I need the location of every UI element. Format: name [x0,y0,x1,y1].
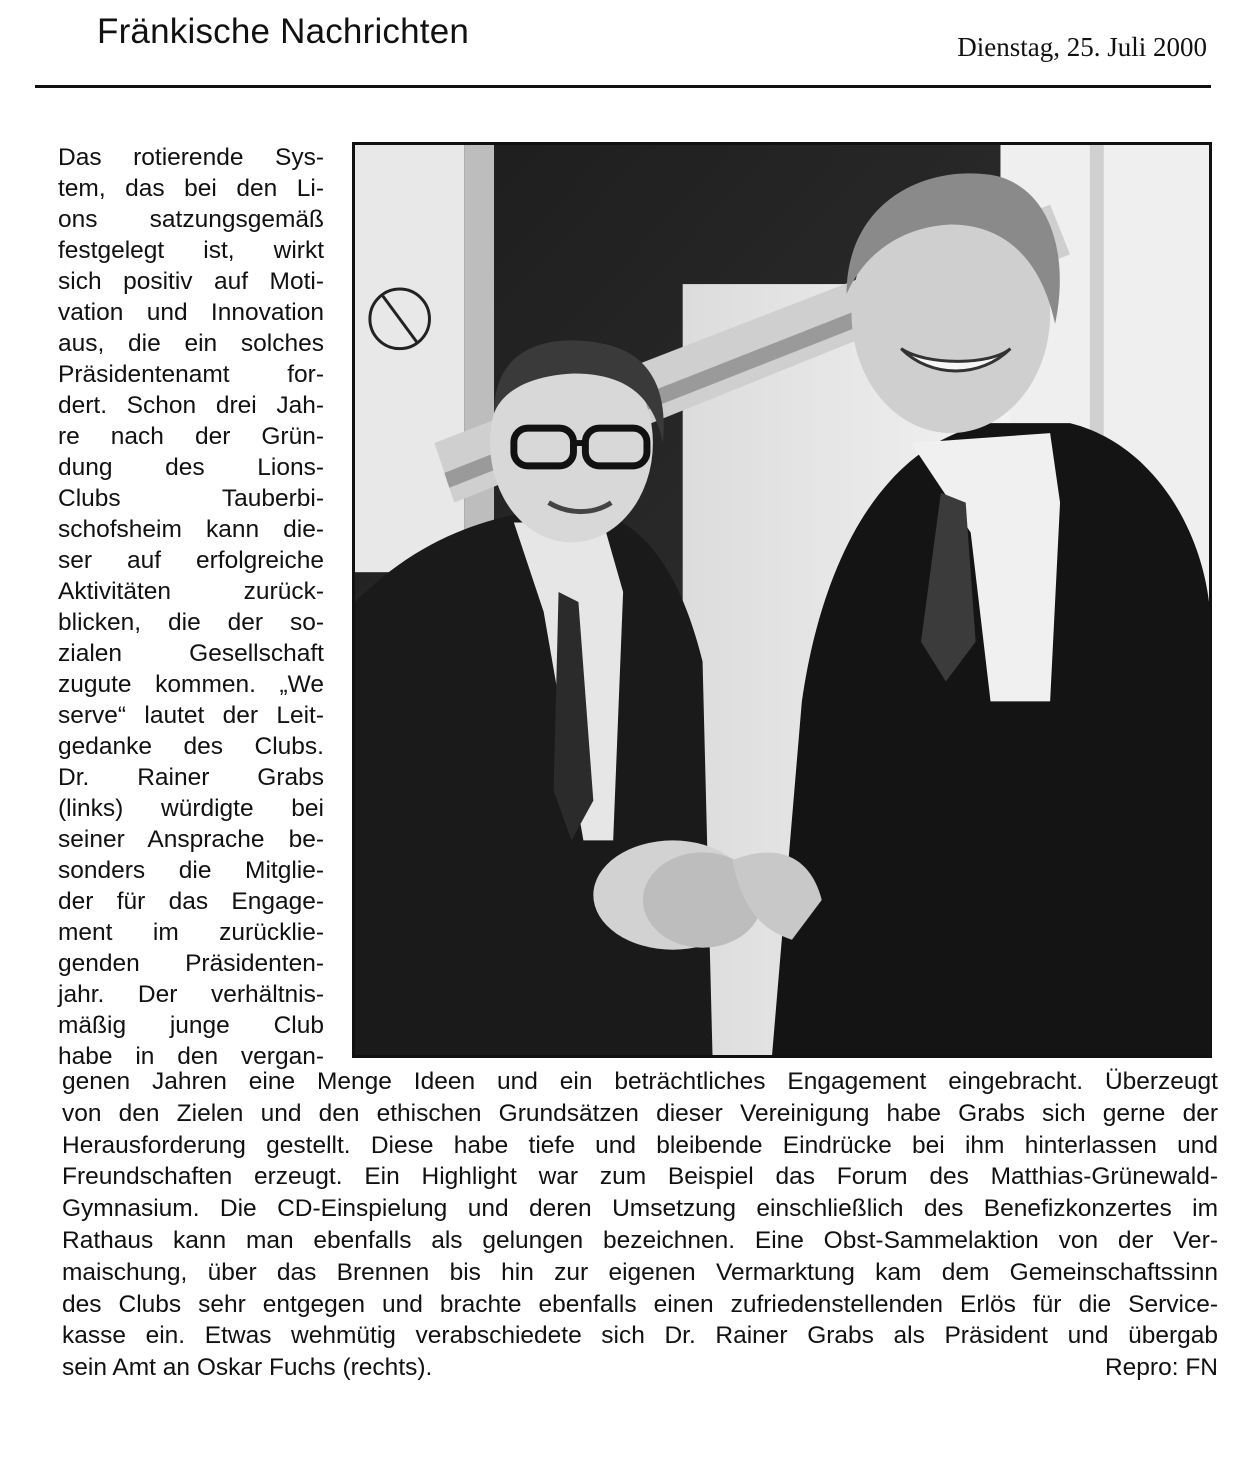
text-line: Präsidentenamt for- [58,361,324,388]
text-line: Aktivitäten zurück- [58,578,324,605]
issue-date: Dienstag, 25. Juli 2000 [957,32,1207,62]
text-line: zugute kommen. „We [58,671,324,698]
article-wide-text [62,1066,1218,1384]
text-line: Herausforderung gestellt. Diese habe tiefe und bleibende Eindrücke bei ihm hinterlassen und [62,1131,1218,1159]
handshake-photo-illustration [355,145,1209,1055]
text-line: schofsheim kann die- [58,516,324,543]
text-line: re nach der Grün- [58,423,324,450]
text-line: festgelegt ist, wirkt [58,237,324,264]
photo-credit: Repro: FN [1104,1354,1218,1382]
text-line: Freundschaften erzeugt. Ein Highlight war zum Beispiel das Forum des Matthias-Grünewald- [62,1163,1218,1191]
text-line: serve“ lautet der Leit- [58,702,324,729]
text-line: jahr. Der verhältnis- [58,981,324,1008]
text-line: von den Zielen und den ethischen Grundsätzen dieser Vereinigung habe Grabs sich gerne der [62,1099,1218,1127]
text-line: dert. Schon drei Jah- [58,392,324,419]
text-line: Dr. Rainer Grabs [58,764,324,791]
publication-name: Fränkische Nachrichten [97,12,470,51]
closing-sentence: sein Amt an Oskar Fuchs (rechts). [62,1354,433,1382]
text-line: tem, das bei den Li- [58,175,324,202]
text-line: dung des Lions- [58,454,324,481]
text-line: Das rotierende Sys- [58,144,324,171]
text-line: des Clubs sehr entgegen und brachte ebenfalls einen zufriedenstellenden Erlös für die Service- [62,1290,1218,1318]
text-line: Clubs Tauberbi- [58,485,324,512]
text-line: sich positiv auf Moti- [58,268,324,295]
article-column-text [58,142,324,1072]
text-line: Gymnasium. Die CD-Einspielung und deren Umsetzung einschließlich des Benefizkonzertes im [62,1195,1218,1223]
text-line: sonders die Mitglie- [58,857,324,884]
article-photo [352,142,1212,1058]
text-line: habe in den vergan- [58,1043,324,1070]
header-rule [35,85,1211,88]
text-line: Rathaus kann man ebenfalls als gelungen bezeichnen. Eine Obst-Sammelaktion von der Ver- [62,1226,1218,1254]
text-line: maischung, über das Brennen bis hin zur eigenen Vermarktung kam dem Gemeinschaftssinn [62,1258,1218,1286]
text-line: genen Jahren eine Menge Ideen und ein beträchtliches Engagement eingebracht. Überzeugt [62,1068,1218,1095]
text-line: zialen Gesellschaft [58,640,324,667]
text-line: gedanke des Clubs. [58,733,324,760]
text-line: kasse ein. Etwas wehmütig verabschiedete sich Dr. Rainer Grabs als Präsident und übergab [62,1322,1218,1350]
text-line: ment im zurücklie- [58,919,324,946]
text-line: aus, die ein solches [58,330,324,357]
text-line: vation und Innovation [58,299,324,326]
text-line: (links) würdigte bei [58,795,324,822]
text-line: ons satzungsgemäß [58,206,324,233]
text-line-last [62,1352,1218,1384]
text-line: ser auf erfolgreiche [58,547,324,574]
text-line: seiner Ansprache be- [58,826,324,853]
text-line: der für das Engage- [58,888,324,915]
text-line: blicken, die der so- [58,609,324,636]
text-line: genden Präsidenten- [58,950,324,977]
text-line: mäßig junge Club [58,1012,324,1039]
